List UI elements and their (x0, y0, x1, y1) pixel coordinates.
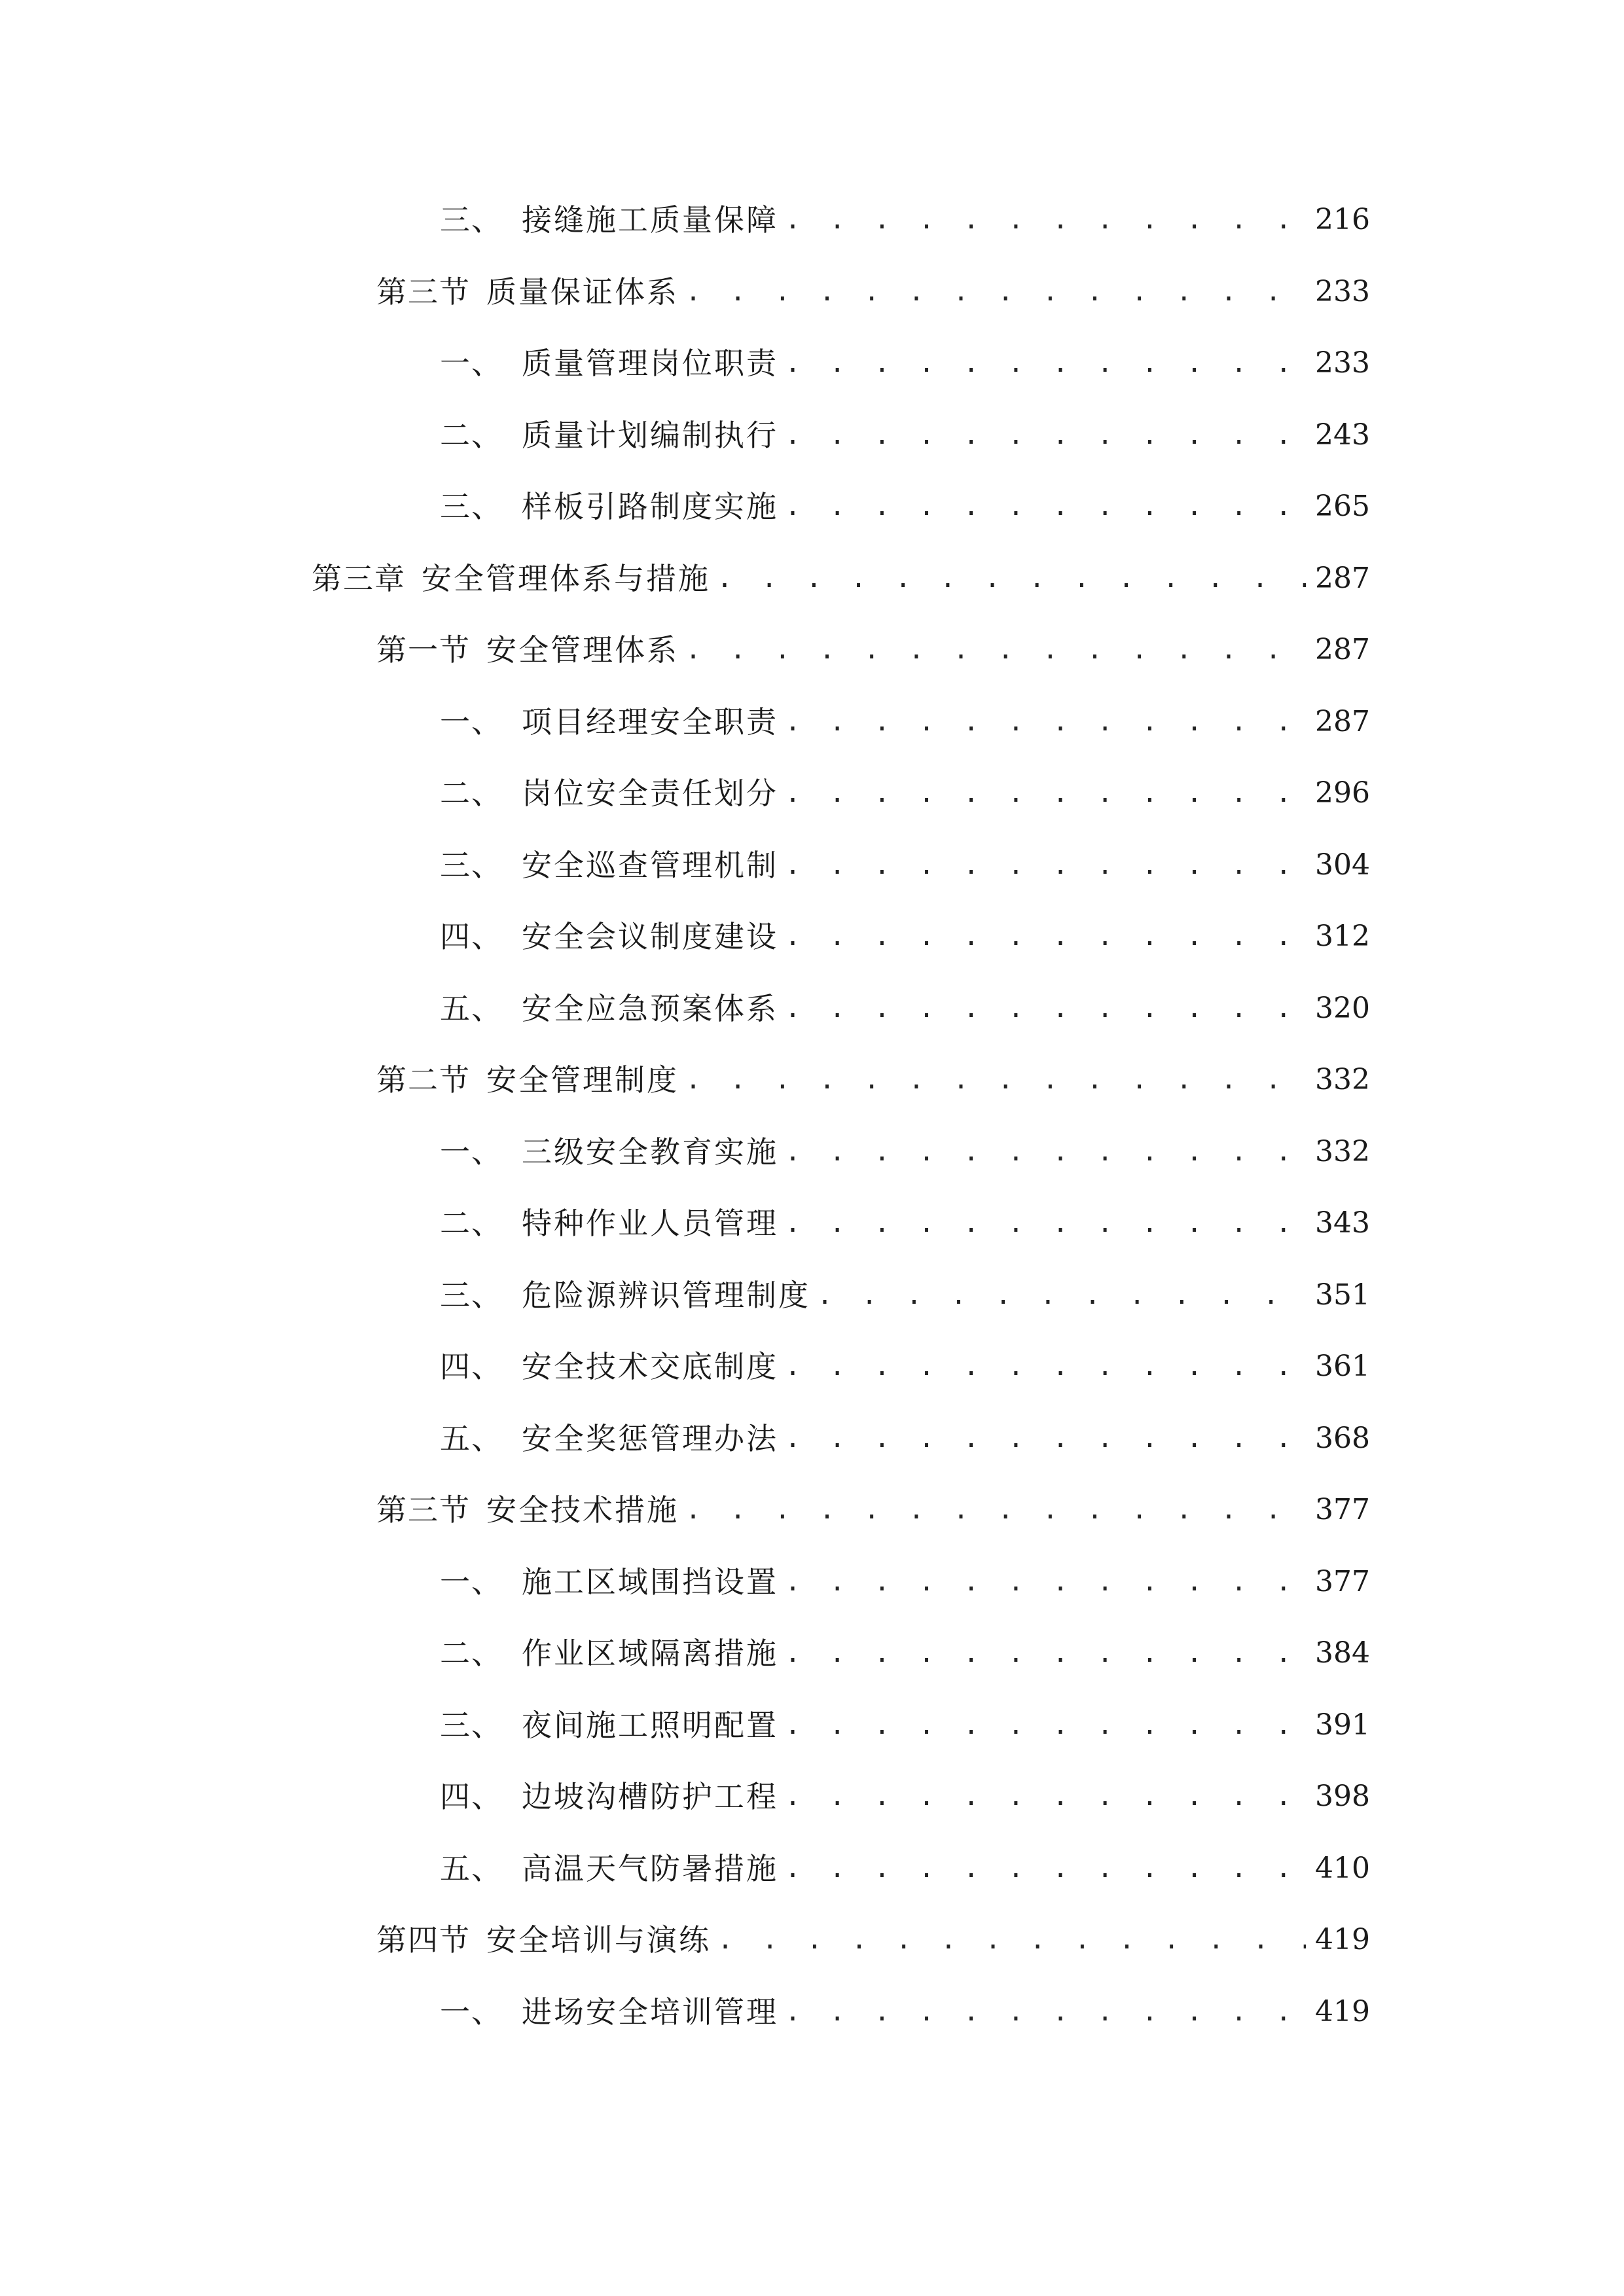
toc-page-number: 287 (1315, 562, 1370, 595)
toc-dot-leader (685, 1054, 1306, 1106)
toc-page-number: 312 (1315, 920, 1370, 953)
toc-entry-number: 三、 (440, 1708, 503, 1743)
toc-dot-leader (785, 1986, 1306, 2038)
toc-entry[interactable] (440, 1269, 1370, 1321)
toc-dot-leader (785, 337, 1306, 389)
toc-entry-title: 特种作业人员管理 (522, 1206, 778, 1241)
toc-entry-title: 安全管理制度 (486, 1062, 679, 1098)
toc-page-number: 287 (1315, 705, 1370, 738)
toc-page-number: 419 (1315, 1923, 1370, 1956)
toc-page-number: 391 (1315, 1708, 1370, 1742)
toc-entry-title: 安全技术交底制度 (522, 1349, 778, 1384)
toc-page-number: 265 (1315, 490, 1370, 523)
toc-entry[interactable] (376, 1054, 1370, 1106)
toc-dot-leader (785, 767, 1306, 819)
toc-entry[interactable] (440, 767, 1370, 819)
toc-dot-leader (785, 839, 1306, 891)
toc-entry-number: 三、 (440, 489, 503, 524)
toc-entry[interactable] (376, 1484, 1370, 1536)
toc-entry-number: 三、 (440, 1278, 503, 1313)
toc-page-number: 410 (1315, 1852, 1370, 1885)
toc-dot-leader (785, 1699, 1306, 1751)
toc-entry[interactable] (440, 194, 1370, 246)
toc-entry-number: 四、 (440, 919, 503, 954)
toc-entry-number: 第二节 (376, 1062, 471, 1098)
toc-entry-number: 第三章 (312, 561, 406, 596)
toc-page-number: 287 (1315, 633, 1370, 666)
toc-entry-number: 一、 (440, 1564, 503, 1600)
toc-dot-leader (785, 696, 1306, 748)
toc-page-number: 343 (1315, 1206, 1370, 1240)
toc-entry[interactable] (440, 1627, 1370, 1679)
toc-entry[interactable] (440, 910, 1370, 963)
toc-dot-leader (785, 1770, 1306, 1823)
toc-dot-leader (685, 1484, 1306, 1536)
toc-dot-leader (785, 1412, 1306, 1465)
toc-dot-leader (685, 624, 1306, 676)
toc-dot-leader (785, 910, 1306, 963)
toc-entry-title: 质量保证体系 (486, 274, 679, 310)
toc-page-number: 419 (1315, 1995, 1370, 2028)
toc-entry[interactable] (440, 480, 1370, 533)
toc-entry[interactable] (440, 1412, 1370, 1465)
toc-page-number: 377 (1315, 1493, 1370, 1526)
toc-entry-title: 质量管理岗位职责 (522, 346, 778, 381)
toc-page-number: 216 (1315, 203, 1370, 236)
toc-page-number: 368 (1315, 1422, 1370, 1455)
toc-entry-title: 进场安全培训管理 (522, 1994, 778, 2030)
toc-dot-leader (785, 194, 1306, 246)
toc-entry-title: 高温天气防暑措施 (522, 1851, 778, 1886)
toc-entry-title: 项目经理安全职责 (522, 704, 778, 740)
toc-entry[interactable] (440, 1340, 1370, 1393)
toc-entry[interactable] (440, 1770, 1370, 1823)
toc-page-number: 384 (1315, 1636, 1370, 1670)
toc-entry[interactable] (312, 552, 1370, 605)
toc-page-number: 233 (1315, 346, 1370, 380)
toc-entry-number: 五、 (440, 1421, 503, 1456)
toc-entry-title: 三级安全教育实施 (522, 1134, 778, 1170)
toc-page-number: 296 (1315, 776, 1370, 810)
toc-entry-title: 安全管理体系与措施 (422, 561, 710, 596)
toc-dot-leader (785, 1842, 1306, 1895)
toc-entry-number: 第四节 (376, 1922, 471, 1958)
toc-dot-leader (785, 982, 1306, 1035)
toc-entry[interactable] (376, 624, 1370, 676)
toc-dot-leader (785, 480, 1306, 533)
toc-entry-number: 二、 (440, 1206, 503, 1241)
toc-entry-title: 安全培训与演练 (486, 1922, 711, 1958)
toc-dot-leader (717, 552, 1306, 605)
toc-entry-number: 二、 (440, 418, 503, 453)
toc-entry-number: 四、 (440, 1779, 503, 1814)
toc-entry[interactable] (440, 1556, 1370, 1608)
toc-entry-number: 三、 (440, 202, 503, 238)
toc-dot-leader (785, 409, 1306, 461)
toc-entry-number: 三、 (440, 848, 503, 883)
toc-page-number: 351 (1315, 1278, 1370, 1312)
toc-entry[interactable] (440, 1197, 1370, 1249)
toc-entry[interactable] (440, 1126, 1370, 1178)
toc-entry-number: 二、 (440, 1636, 503, 1671)
toc-dot-leader (785, 1556, 1306, 1608)
toc-page-number: 332 (1315, 1063, 1370, 1096)
toc-entry-title: 岗位安全责任划分 (522, 776, 778, 811)
toc-entry-number: 五、 (440, 1851, 503, 1886)
toc-page-number: 320 (1315, 992, 1370, 1025)
toc-entry[interactable] (440, 1842, 1370, 1895)
toc-entry-number: 第三节 (376, 1492, 471, 1528)
toc-entry-title: 安全巡查管理机制 (522, 848, 778, 883)
toc-page-number: 398 (1315, 1780, 1370, 1813)
toc-dot-leader (785, 1197, 1306, 1249)
toc-entry[interactable] (440, 696, 1370, 748)
toc-dot-leader (817, 1269, 1306, 1321)
toc-dot-leader (785, 1126, 1306, 1178)
toc-entry[interactable] (376, 266, 1370, 318)
toc-dot-leader (785, 1627, 1306, 1679)
toc-entry[interactable] (440, 839, 1370, 891)
toc-page-number: 304 (1315, 848, 1370, 882)
toc-entry[interactable] (376, 1914, 1370, 1966)
toc-entry-number: 一、 (440, 346, 503, 381)
toc-entry-number: 一、 (440, 704, 503, 740)
toc-entry[interactable] (440, 982, 1370, 1035)
toc-entry-title: 质量计划编制执行 (522, 418, 778, 453)
toc-entry-title: 安全会议制度建设 (522, 919, 778, 954)
toc-entry-number: 一、 (440, 1994, 503, 2030)
toc-page-number: 233 (1315, 275, 1370, 308)
toc-entry-title: 夜间施工照明配置 (522, 1708, 778, 1743)
toc-entry-number: 第三节 (376, 274, 471, 310)
toc-entry-title: 样板引路制度实施 (522, 489, 778, 524)
toc-entry-number: 五、 (440, 991, 503, 1026)
toc-entry-title: 安全应急预案体系 (522, 991, 778, 1026)
toc-entry[interactable] (440, 409, 1370, 461)
toc-entry-title: 作业区域隔离措施 (522, 1636, 778, 1671)
toc-page-number: 243 (1315, 418, 1370, 452)
toc-page-number: 377 (1315, 1565, 1370, 1598)
toc-page-number: 332 (1315, 1135, 1370, 1168)
toc-entry-number: 二、 (440, 776, 503, 811)
toc-entry-title: 边坡沟槽防护工程 (522, 1779, 778, 1814)
toc-entry-title: 安全技术措施 (486, 1492, 679, 1528)
toc-page-number: 361 (1315, 1350, 1370, 1383)
toc-entry-title: 危险源辨识管理制度 (522, 1278, 810, 1313)
toc-dot-leader (685, 266, 1306, 318)
toc-entry[interactable] (440, 1699, 1370, 1751)
toc-entry-number: 四、 (440, 1349, 503, 1384)
toc-dot-leader (717, 1914, 1306, 1966)
toc-entry[interactable] (440, 337, 1370, 389)
toc-dot-leader (785, 1340, 1306, 1393)
toc-entry-number: 一、 (440, 1134, 503, 1170)
toc-entry[interactable] (440, 1986, 1370, 2038)
toc-entry-title: 安全奖惩管理办法 (522, 1421, 778, 1456)
toc-entry-title: 接缝施工质量保障 (522, 202, 778, 238)
toc-entry-title: 安全管理体系 (486, 632, 679, 668)
toc-entry-number: 第一节 (376, 632, 471, 668)
toc-entry-title: 施工区域围挡设置 (522, 1564, 778, 1600)
